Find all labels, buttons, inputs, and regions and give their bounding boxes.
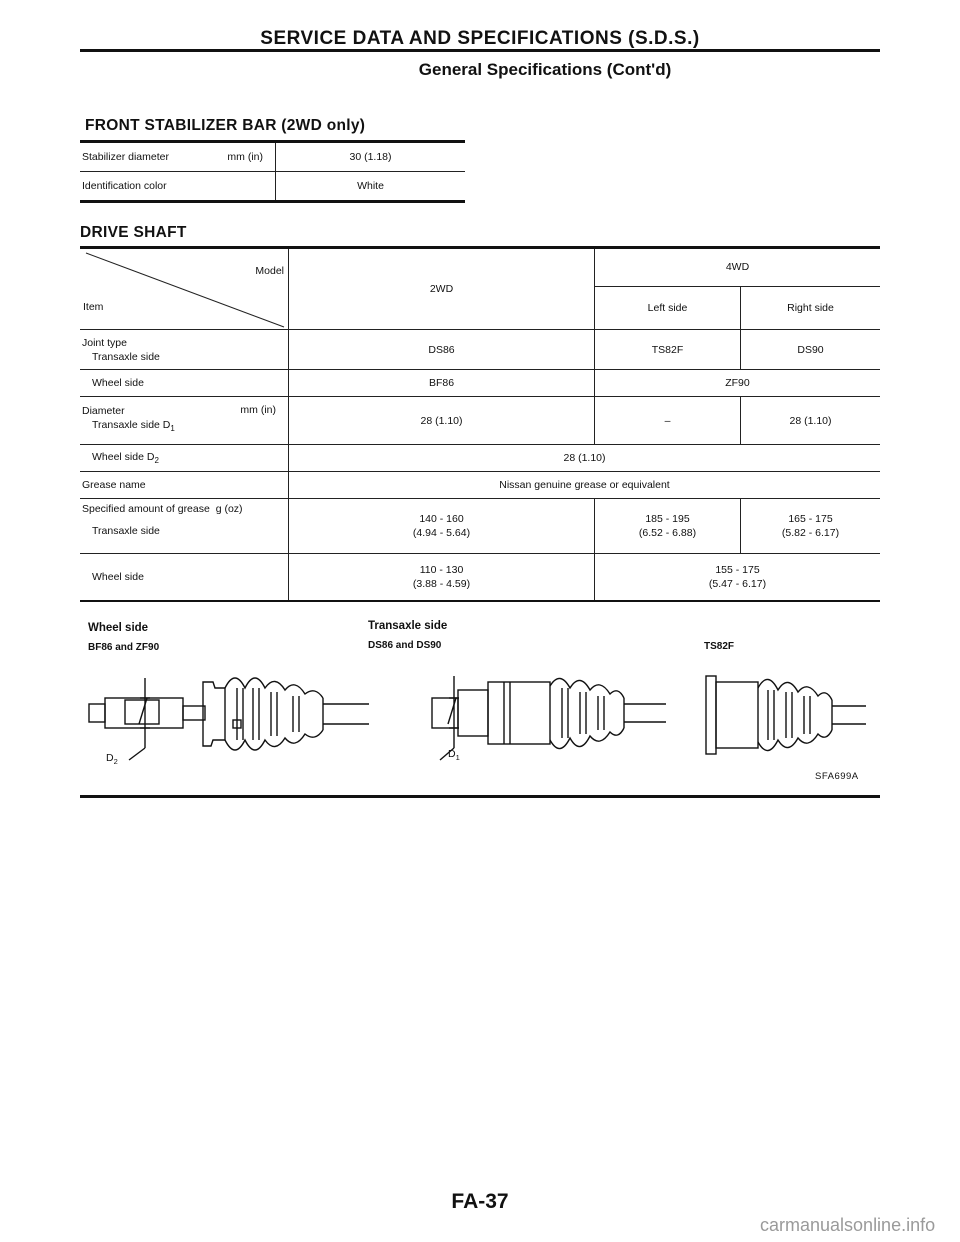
cell-value: Nissan genuine grease or equivalent <box>289 472 881 499</box>
stabilizer-table <box>80 140 465 203</box>
joint-type-label: Joint type <box>82 336 127 349</box>
wheel-side-models: BF86 and ZF90 <box>88 642 160 653</box>
cell-value: DS90 <box>741 330 881 370</box>
wheel-side-label: Wheel side <box>92 377 144 389</box>
page-subtitle: General Specifications (Cont'd) <box>418 60 672 79</box>
watermark: carmanualsonline.info <box>760 1215 936 1235</box>
table-row <box>80 370 880 397</box>
left-side-header: Left side <box>595 286 741 329</box>
cell-value: (5.82 - 6.17) <box>781 527 840 539</box>
table-row <box>80 330 880 370</box>
page-number: FA-37 <box>451 1190 509 1213</box>
row-label: Identification color <box>82 180 167 192</box>
col-2wd-header: 2WD <box>289 248 595 330</box>
diagonal-divider <box>80 249 286 329</box>
cell-value: (6.52 - 6.88) <box>638 527 697 539</box>
cell-value: 185 - 195 <box>645 513 690 525</box>
ts82f-joint-drawing <box>700 664 870 774</box>
table-row <box>80 554 880 601</box>
cell-value: (4.94 - 5.64) <box>412 527 471 539</box>
transaxle-side-models: DS86 and DS90 <box>368 640 442 651</box>
row-unit: mm (in) <box>227 151 263 163</box>
col-4wd-header: 4WD <box>595 248 881 287</box>
d1-label: $D_1$ <box>448 748 460 763</box>
grease-amount-unit: g (oz) <box>215 503 243 515</box>
bottom-rule <box>80 795 880 798</box>
grease-name-label: Grease name <box>80 472 289 499</box>
d1-subscript: 1 <box>170 424 175 434</box>
table-header-row <box>80 248 880 287</box>
cell-value: 155 - 175 <box>715 563 760 576</box>
cell-value: DS86 <box>289 330 595 370</box>
cell-value: – <box>595 397 741 445</box>
right-side-header: Right side <box>741 286 881 329</box>
table-row <box>80 472 880 499</box>
row-value: White <box>276 172 466 202</box>
row-label: Stabilizer diameter <box>82 151 169 163</box>
table-row <box>80 142 465 172</box>
transaxle-side-label: Transaxle side <box>92 525 160 537</box>
stabilizer-section-title: FRONT STABILIZER BAR (2WD only) <box>85 117 366 134</box>
cell-value: TS82F <box>595 330 741 370</box>
header-rule <box>80 49 880 52</box>
cell-value: BF86 <box>289 370 595 397</box>
cell-value: 165 - 175 <box>788 513 833 525</box>
row-value: 30 (1.18) <box>276 142 466 172</box>
cell-value: 28 (1.10) <box>289 397 595 445</box>
transaxle-side-joint-drawing <box>428 664 668 774</box>
cell-value: (5.47 - 6.17) <box>708 577 767 590</box>
table-row <box>80 499 880 554</box>
d2-subscript: 2 <box>154 456 159 466</box>
wheel-d2-label: Wheel side D <box>92 450 155 463</box>
item-label: Item <box>83 301 104 313</box>
cell-value: 110 - 130 <box>419 563 464 576</box>
diameter-label: Diameter <box>82 405 125 418</box>
page-header-title: SERVICE DATA AND SPECIFICATIONS (S.D.S.) <box>260 28 700 49</box>
table-row <box>80 397 880 445</box>
cell-value: 28 (1.10) <box>289 445 881 472</box>
cell-value: ZF90 <box>595 370 881 397</box>
diameter-unit: mm (in) <box>240 404 276 416</box>
model-label: Model <box>255 265 284 277</box>
cell-value: 140 - 160 <box>419 513 464 525</box>
transaxle-d1-label: Transaxle side D <box>92 419 171 432</box>
d2-label: $D_2$ <box>106 752 118 767</box>
table-row <box>80 172 465 202</box>
figure-code: SFA699A <box>815 771 859 782</box>
model-item-header-cell <box>80 248 289 330</box>
cell-value: 28 (1.10) <box>741 397 881 445</box>
drive-shaft-table <box>80 246 880 602</box>
cell-value: (3.88 - 4.59) <box>412 577 471 590</box>
drive-shaft-section-title: DRIVE SHAFT <box>80 224 187 241</box>
ts82f-caption: TS82F <box>704 641 735 652</box>
table-row <box>80 445 880 472</box>
transaxle-side-caption: Transaxle side <box>368 620 448 632</box>
wheel-side-caption: Wheel side <box>88 622 149 634</box>
transaxle-side-label: Transaxle side <box>92 350 160 363</box>
grease-amount-label: Specified amount of grease <box>82 503 210 515</box>
wheel-side-label: Wheel side <box>92 570 144 583</box>
wheel-side-joint-drawing <box>85 664 370 774</box>
